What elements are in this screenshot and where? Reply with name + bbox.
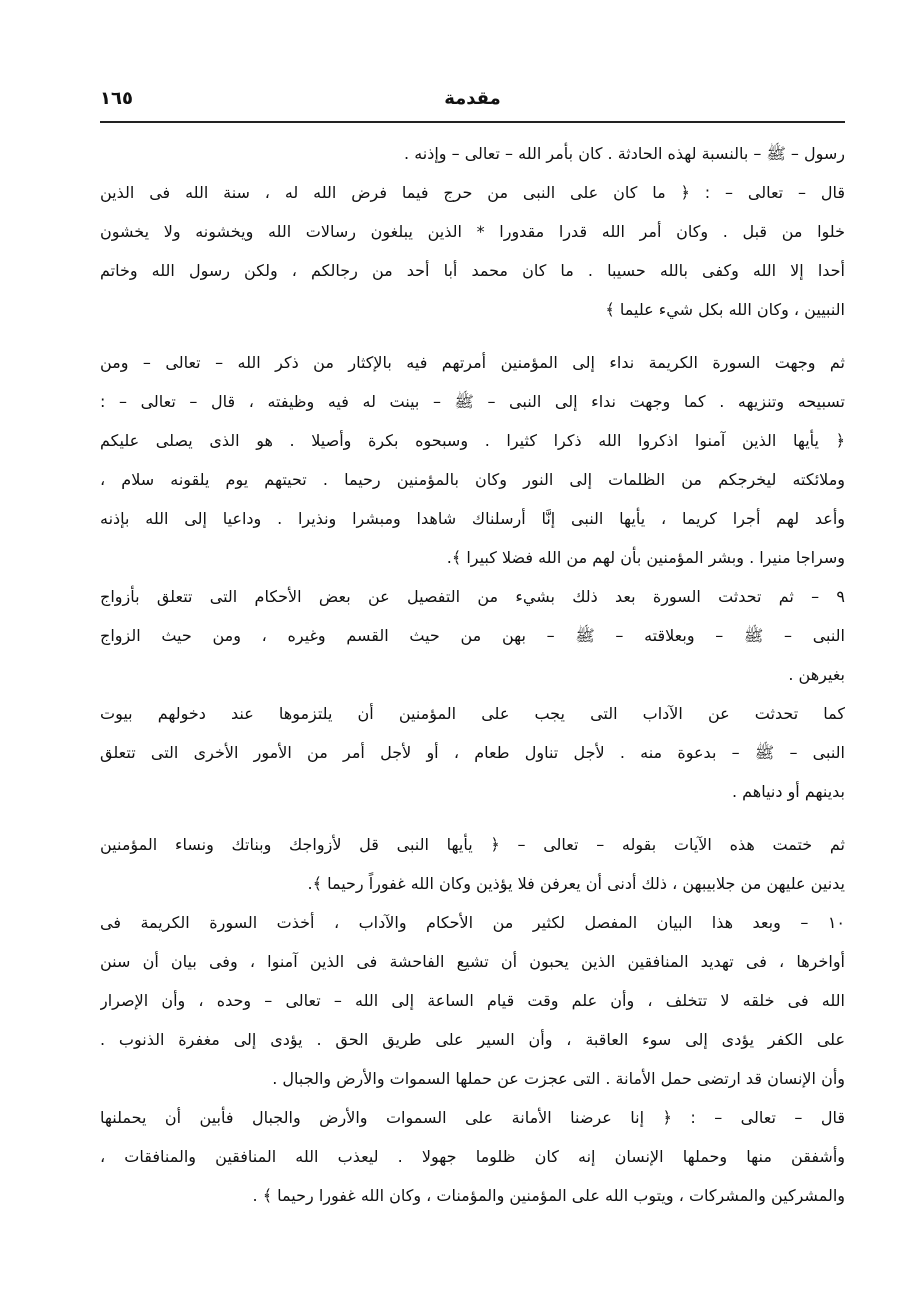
text-line: ثم وجهت السورة الكريمة نداء إلى المؤمنين أمرتهم فيه بالإكثار من ذكر الله – تعالى – ومن bbox=[100, 353, 845, 372]
text-line: خلوا من قبل . وكان أمر الله قدرا مقدورا * الذين يبلغون رسالات الله ويخشونه ولا يخشون bbox=[100, 222, 845, 241]
page-body bbox=[100, 134, 845, 1215]
text-line: بدينهم أو دنياهم . bbox=[731, 782, 845, 801]
text-line: ٩ – ثم تحدثت السورة بعد ذلك بشيء من التفصيل عن بعض الأحكام التى تتعلق بأزواج bbox=[100, 587, 845, 606]
text-line: النبيين ، وكان الله بكل شيء عليما ﴾ bbox=[605, 300, 845, 319]
page-header bbox=[100, 84, 845, 114]
text-line: تسبيحه وتنزيهه . كما وجهت نداء إلى النبى – ﷺ – بينت له فيه وظيفته ، قال – تعالى – : bbox=[100, 392, 845, 411]
text-line: قال – تعالى – : ﴿ إنا عرضنا الأمانة على السموات والأرض والجبال فأبين أن يحملنها bbox=[100, 1108, 845, 1127]
text-line: أحدا إلا الله وكفى بالله حسيبا . ما كان محمد أبا أحد من رجالكم ، ولكن رسول الله وخاتم bbox=[100, 261, 845, 280]
paragraph bbox=[100, 903, 845, 1098]
paragraph-gap bbox=[100, 811, 845, 825]
paragraph bbox=[100, 134, 845, 173]
paragraph-gap bbox=[100, 329, 845, 343]
text-line: رسول – ﷺ – بالنسبة لهذه الحادثة . كان بأمر الله – تعالى – وإذنه . bbox=[404, 144, 845, 163]
text-line: قال – تعالى – : ﴿ ما كان على النبى من حرج فيما فرض الله له ، سنة الله فى الذين bbox=[100, 183, 845, 202]
text-line: يدنين عليهن من جلابيبهن ، ذلك أدنى أن يعرفن فلا يؤذين وكان الله غفوراً رحيما ﴾. bbox=[307, 874, 845, 893]
page-number: ١٦٥ bbox=[100, 88, 133, 109]
text-line: ١٠ – وبعد هذا البيان المفصل لكثير من الأحكام والآداب ، أخذت السورة الكريمة فى bbox=[100, 913, 845, 932]
text-line: بغيرهن . bbox=[788, 665, 845, 684]
text-line: ﴿ يأيها الذين آمنوا اذكروا الله ذكرا كثيرا . وسبحوه بكرة وأصيلا . هو الذى يصلى عليكم bbox=[100, 431, 845, 450]
text-line: النبى – ﷺ – وبعلاقته – ﷺ – بهن من حيث القسم وغيره ، ومن حيث الزواج bbox=[100, 626, 845, 645]
text-line: وأعد لهم أجرا كريما ، يأيها النبى إنَّا أرسلناك شاهدا ومبشرا ونذيرا . وداعيا إلى الله بإذنه bbox=[100, 509, 845, 528]
paragraph bbox=[100, 577, 845, 694]
paragraph bbox=[100, 173, 845, 329]
text-line: على الكفر يؤدى إلى سوء العاقبة ، وأن السير على طريق الحق . يؤدى إلى مغفرة الذنوب . bbox=[100, 1030, 845, 1049]
text-line: وسراجا منيرا . وبشر المؤمنين بأن لهم من الله فضلا كبيرا ﴾. bbox=[446, 548, 845, 567]
text-line: ثم ختمت هذه الآيات بقوله – تعالى – ﴿ يأيها النبى قل لأزواجك وبناتك ونساء المؤمنين bbox=[100, 835, 845, 854]
paragraph bbox=[100, 825, 845, 903]
text-line: وأشفقن منها وحملها الإنسان إنه كان ظلوما جهولا . ليعذب الله المنافقين والمنافقات ، bbox=[100, 1147, 845, 1166]
paragraph bbox=[100, 343, 845, 577]
text-line: كما تحدثت عن الآداب التى يجب على المؤمنين أن يلتزموها عند دخولهم بيوت bbox=[100, 704, 845, 723]
text-line: الله فى خلقه لا تتخلف ، وأن علم وقت قيام الساعة إلى الله – تعالى – وحده ، وأن الإصرار bbox=[100, 991, 845, 1010]
text-line: وأن الإنسان قد ارتضى حمل الأمانة . التى عجزت عن حملها السموات والأرض والجبال . bbox=[272, 1069, 845, 1088]
text-line: النبى – ﷺ – بدعوة منه . لأجل تناول طعام ، أو لأجل أمر من الأمور الأخرى التى تتعلق bbox=[100, 743, 845, 762]
running-title: مقدمة bbox=[444, 88, 501, 109]
text-line: والمشركين والمشركات ، ويتوب الله على المؤمنين والمؤمنات ، وكان الله غفورا رحيما ﴾ . bbox=[252, 1186, 845, 1205]
text-line: أواخرها ، فى تهديد المنافقين الذين يحبون أن تشيع الفاحشة فى الذين آمنوا ، وفى بيان أن سنن bbox=[100, 952, 845, 971]
paragraph bbox=[100, 1098, 845, 1215]
text-line: وملائكته ليخرجكم من الظلمات إلى النور وكان بالمؤمنين رحيما . تحيتهم يوم يلقونه سلام ، bbox=[100, 470, 845, 489]
header-divider bbox=[100, 121, 845, 123]
paragraph bbox=[100, 694, 845, 811]
